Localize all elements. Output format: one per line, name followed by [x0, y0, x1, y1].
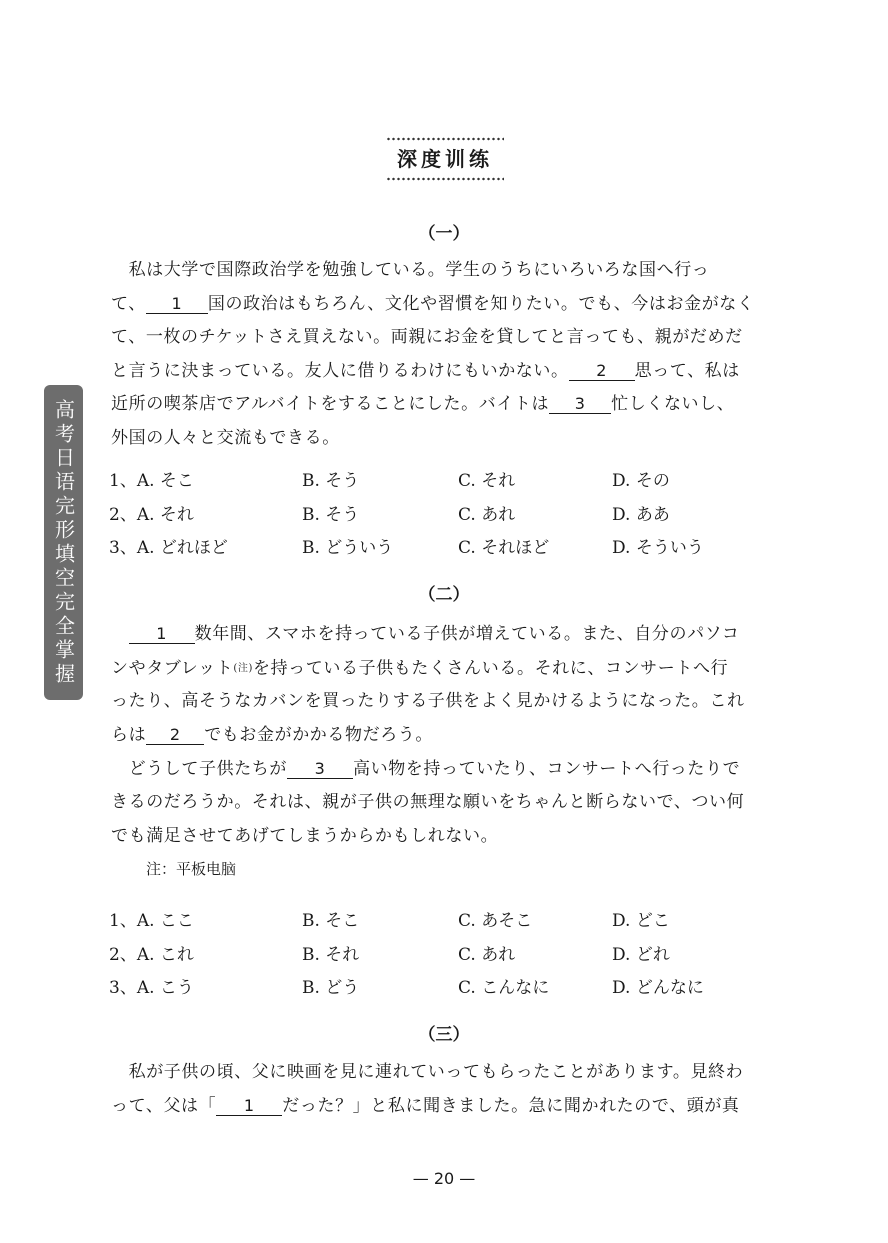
passage-line: ンやタブレット(注)を持っている子供もたくさんいる。それに、コンサートへ行 — [111, 657, 729, 678]
blank-1: 1 — [216, 1096, 282, 1116]
option: 1、A. ここ — [109, 911, 194, 931]
section-3-passage — [111, 1056, 781, 1123]
passage-line: 私は大学で国際政治学を勉強している。学生のうちにいろいろな国へ行っ — [111, 260, 710, 280]
option: B. どう — [302, 978, 360, 998]
footnote: 注：平板电脑 — [146, 860, 237, 878]
passage-line: 外国の人々と交流もできる。 — [111, 427, 340, 448]
section-2-passage — [111, 618, 781, 853]
option-row — [109, 466, 809, 500]
side-tab — [44, 385, 83, 700]
note-marker: (注) — [233, 662, 253, 674]
section-1-title: （一） — [418, 224, 470, 244]
passage-line: どうして子供たちが 3 高い物を持っていたり、コンサートへ行ったりで — [111, 758, 741, 779]
option-row — [109, 973, 809, 1007]
option-row — [109, 500, 809, 534]
section-3-title: （三） — [418, 1025, 470, 1045]
option: 3、A. どれほど — [109, 538, 228, 558]
option: D. ああ — [612, 504, 670, 525]
option: 2、A. これ — [109, 944, 194, 965]
option: C. あれ — [458, 504, 516, 525]
option: D. どれ — [612, 944, 670, 965]
header-bottom-border — [386, 176, 504, 182]
section-1-options — [109, 466, 809, 567]
passage-line: って、父は「 1 だった？」と私に聞きました。急に聞かれたので、頭が真 — [111, 1095, 740, 1116]
passage-line: と言うに決まっている。友人に借りるわけにもいかない。 2 思って、私は — [111, 360, 740, 381]
passage-line: 近所の喫茶店でアルバイトをすることにした。バイトは 3 忙しくないし、 — [111, 394, 735, 415]
option-row — [109, 533, 809, 567]
option: B. そう — [302, 504, 360, 525]
blank-2: 2 — [146, 725, 204, 745]
option-row — [109, 906, 809, 940]
header-top-border — [386, 136, 504, 142]
option: D. どこ — [612, 911, 670, 931]
option: B. そこ — [302, 911, 360, 931]
blank-3: 3 — [549, 394, 611, 414]
option: D. そういう — [612, 538, 704, 558]
option: C. こんなに — [458, 978, 550, 998]
option-row — [109, 940, 809, 974]
option: D. その — [612, 471, 670, 491]
blank-1: 1 — [146, 294, 208, 314]
section-2-options — [109, 906, 809, 1007]
page-title: 深度训练 — [397, 147, 493, 171]
passage-line: ったり、高そうなカバンを買ったりする子供をよく見かけるようになった。これ — [111, 691, 745, 712]
passage-line: て、 1 国の政治はもちろん、文化や習慣を知りたい。でも、今はお金がなく — [111, 293, 755, 314]
option: C. それほど — [458, 538, 550, 558]
option: 2、A. それ — [109, 504, 194, 525]
section-1-passage — [111, 254, 781, 456]
passage-line: 1 数年間、スマホを持っている子供が増えている。また、自分のパソコ — [111, 618, 781, 652]
option: 1、A. そこ — [109, 471, 194, 491]
passage-line: 私が子供の頃、父に映画を見に連れていってもらったことがあります。見終わ — [111, 1062, 744, 1082]
passage-line: て、一枚のチケットさえ買えない。両親にお金を貸してと言っても、親がだめだ — [111, 327, 743, 348]
option: B. そう — [302, 471, 360, 491]
passage-line: らは 2 でもお金がかかる物だろう。 — [111, 725, 434, 746]
blank-2: 2 — [569, 361, 635, 381]
page-number: — 20 — — [412, 1169, 476, 1188]
passage-line: きるのだろうか。それは、親が子供の無理な願いをちゃんと断らないで、つい何 — [111, 792, 745, 813]
option: C. それ — [458, 471, 516, 491]
passage-line: でも満足させてあげてしまうからかもしれない。 — [111, 825, 499, 846]
option: C. あれ — [458, 944, 516, 965]
option: 3、A. こう — [109, 978, 194, 998]
section-header — [386, 136, 504, 182]
option: B. どういう — [302, 538, 394, 558]
option: B. それ — [302, 944, 360, 965]
blank-3: 3 — [287, 759, 353, 779]
blank-1: 1 — [129, 624, 195, 644]
section-2-title: （二） — [418, 585, 470, 605]
option: D. どんなに — [612, 978, 704, 998]
side-tab-label: 高考日语完形填空完全掌握 — [51, 398, 76, 687]
option: C. あそこ — [458, 911, 533, 931]
